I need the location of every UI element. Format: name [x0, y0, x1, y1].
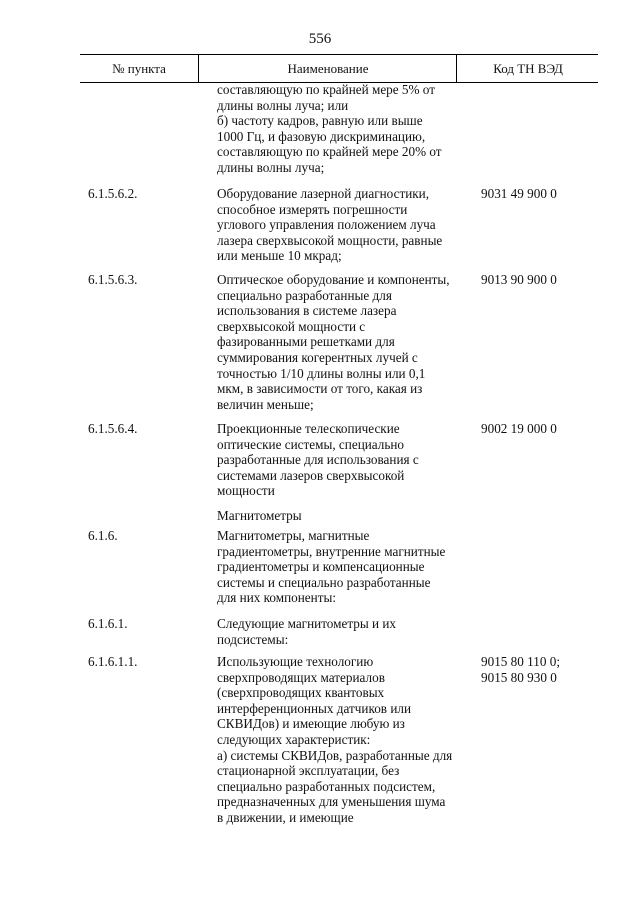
table-row [0, 82, 640, 186]
table-row [0, 508, 640, 528]
item-name: Магнитометры, магнитные градиентометры, внутренние магнитные градиентометры и компенсационные системы и специально разработанные для них компоненты: [217, 528, 446, 606]
item-code: 9015 80 110 0; 9015 80 930 0 [481, 654, 561, 685]
item-number: 6.1.5.6.2. [88, 186, 138, 201]
page-number: 556 [308, 31, 332, 47]
table-body [0, 82, 640, 834]
item-code: 9002 19 000 0 [481, 421, 557, 436]
item-code: 9031 49 900 0 [481, 186, 557, 201]
header-item-number: № пункта [112, 61, 166, 76]
table-header [80, 54, 598, 83]
section-title: Магнитометры [217, 508, 302, 523]
item-name: составляющую по крайней мере 5% от длины волны луча; или б) частоту кадров, равную или выше 1000 Гц, и фазовую дискриминацию, составляющую по крайней мере 20% от длины волны луча; [217, 82, 442, 175]
item-name: Проекционные телескопические оптические системы, специально разработанные для использования с системами лазеров сверхвысокой мощности [217, 421, 419, 499]
item-number: 6.1.6.1.1. [88, 654, 138, 669]
item-name: Использующие технологию сверхпроводящих материалов (сверхпроводящих квантовых интерференционных датчиков или СКВИДов) и имеющие любую из следующих характеристик: а) системы СКВИДов, разработанные для стационарной эксплуатации, без специально разработанных подсистем, предназначенных для уменьшения шума в движении, и имеющие [217, 654, 453, 825]
item-name: Следующие магнитометры и их подсистемы: [217, 616, 397, 647]
table-row [0, 186, 640, 272]
header-name: Наименование [198, 55, 457, 82]
table-row [0, 528, 640, 616]
item-number: 6.1.5.6.4. [88, 421, 138, 436]
table-row [0, 616, 640, 654]
item-number: 6.1.6.1. [88, 616, 128, 631]
table-row [0, 421, 640, 508]
item-code: 9013 90 900 0 [481, 272, 557, 287]
table-row [0, 654, 640, 834]
item-number: 6.1.6. [88, 528, 118, 543]
item-name: Оптическое оборудование и компоненты, специально разработанные для использования в системе лазера сверхвысокой мощности с фазированными решетками для суммирования когерентных лучей с точностью 1/10 длины волны или 0,1 мкм, в зависимости от того, какая из величин меньше; [217, 272, 450, 412]
item-number: 6.1.5.6.3. [88, 272, 138, 287]
item-name: Оборудование лазерной диагностики, способное измерять погрешности углового управления положением луча лазера сверхвысокой мощности, равные или меньше 10 мкрад; [217, 186, 443, 264]
header-code: Код ТН ВЭД [456, 55, 599, 82]
table-row [0, 272, 640, 421]
